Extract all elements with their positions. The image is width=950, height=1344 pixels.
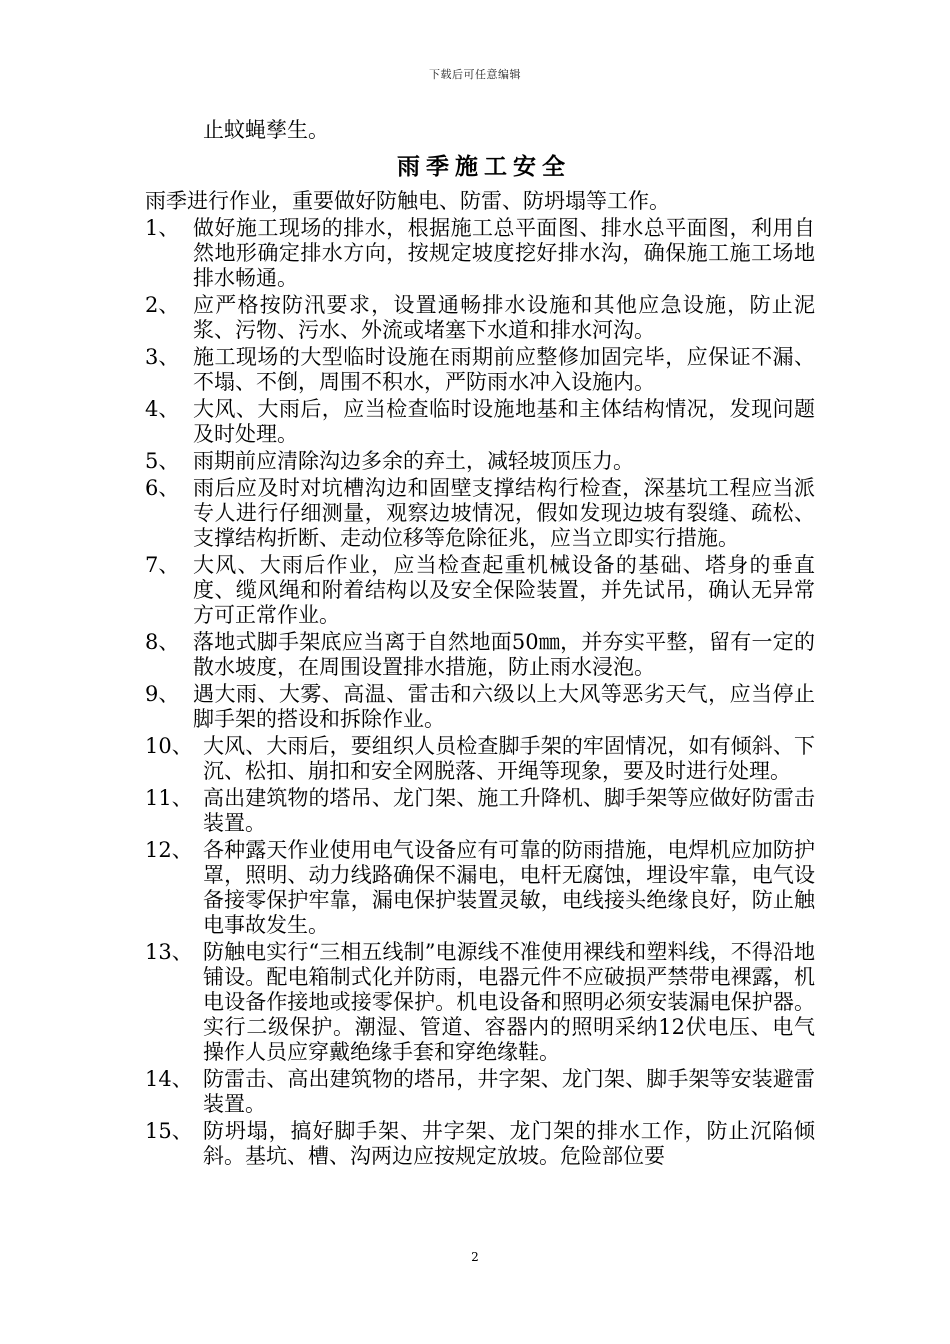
list-item-text: 大风、大雨后，应当检查临时设施地基和主体结构情况，发现问题及时处理。 [193, 397, 815, 446]
list-item-number: 9、 [145, 682, 180, 706]
list-item [145, 734, 815, 784]
list-item [145, 345, 815, 395]
list-item [145, 682, 815, 732]
continuation-text: 止蚊蝇孳生。 [203, 118, 329, 142]
list-item-number: 2、 [145, 293, 180, 317]
list-item [145, 786, 815, 836]
list-item-number: 12、 [145, 838, 193, 862]
list-item [145, 397, 815, 447]
list-item-text: 施工现场的大型临时设施在雨期前应整修加固完毕，应保证不漏、不塌、不倒，周围不积水，严防雨水冲入设施内。 [193, 345, 815, 394]
list-item [145, 449, 815, 474]
list-item [145, 293, 815, 343]
list-item-number: 7、 [145, 553, 180, 577]
list-item-text: 遇大雨、大雾、高温、雷击和六级以上大风等恶劣天气，应当停止脚手架的搭设和拆除作业。 [193, 682, 815, 731]
list-item-text: 大风、大雨后，要组织人员检查脚手架的牢固情况，如有倾斜、下沉、松扣、崩扣和安全网脱落、开绳等现象，要及时进行处理。 [203, 734, 815, 783]
list-item-number: 14、 [145, 1067, 193, 1091]
list-item-number: 6、 [145, 476, 180, 500]
list-item-text: 各种露天作业使用电气设备应有可靠的防雨措施，电焊机应加防护罩，照明、动力线路确保不漏电，电杆无腐蚀，埋设牢靠，电气设备接零保护牢靠，漏电保护装置灵敏，电线接头绝缘良好，防止触电事故发生。 [203, 838, 815, 937]
list-item-number: 13、 [145, 940, 193, 964]
list-item [145, 1119, 815, 1169]
list-item-number: 15、 [145, 1119, 193, 1143]
list-item-text: 做好施工现场的排水，根据施工总平面图、排水总平面图，利用自然地形确定排水方向，按规定坡度挖好排水沟，确保施工施工场地排水畅通。 [193, 216, 815, 290]
header-note: 下载后可任意编辑 [429, 68, 521, 81]
list-item-number: 11、 [145, 786, 193, 810]
list-item-text: 应严格按防汛要求，设置通畅排水设施和其他应急设施，防止泥浆、污物、污水、外流或堵塞下水道和排水河沟。 [193, 293, 815, 342]
list-item-text: 雨期前应清除沟边多余的弃土，减轻坡顶压力。 [193, 449, 634, 473]
list-item-number: 1、 [145, 216, 180, 240]
list-item [145, 940, 815, 1065]
list-item-number: 3、 [145, 345, 180, 369]
list-item-text: 防触电实行“三相五线制”电源线不准使用裸线和塑料线，不得沿地铺设。配电箱制式化并防雨，电器元件不应破损严禁带电裸露，机电设备作接地或接零保护。机电设备和照明必须安装漏电保护器。实行二级保护。潮湿、管道、容器内的照明采纳12伏电压、电气操作人员应穿戴绝缘手套和穿绝缘鞋。 [203, 940, 815, 1064]
list-item-text: 高出建筑物的塔吊、龙门架、施工升降机、脚手架等应做好防雷击装置。 [203, 786, 815, 835]
list-item-number: 4、 [145, 397, 180, 421]
list-item [145, 1067, 815, 1117]
list-item-text: 雨后应及时对坑槽沟边和固壁支撑结构行检查，深基坑工程应当派专人进行仔细测量，观察边坡情况，假如发现边坡有裂缝、疏松、支撑结构折断、走动位移等危除征兆，应当立即实行措施。 [193, 476, 815, 550]
list-item-text: 防坍塌，搞好脚手架、井字架、龙门架的排水工作，防止沉陷倾斜。基坑、槽、沟两边应按规定放坡。危险部位要 [203, 1119, 815, 1168]
list-item-text: 防雷击、高出建筑物的塔吊，井字架、龙门架、脚手架等安装避雷装置。 [203, 1067, 815, 1116]
numbered-list [145, 216, 815, 1169]
intro-paragraph: 雨季进行作业，重要做好防触电、防雷、防坍塌等工作。 [145, 189, 670, 213]
document-body [145, 118, 815, 1171]
list-item [145, 630, 815, 680]
list-item-number: 5、 [145, 449, 180, 473]
list-item-text: 落地式脚手架底应当离于自然地面50㎜，并夯实平整，留有一定的散水坡度，在周围设置排水措施，防止雨水浸泡。 [193, 630, 815, 679]
list-item [145, 838, 815, 938]
list-item-text: 大风、大雨后作业，应当检查起重机械设备的基础、塔身的垂直度、缆风绳和附着结构以及安全保险装置，并先试吊，确认无异常方可正常作业。 [193, 553, 815, 627]
list-item [145, 553, 815, 628]
list-item [145, 476, 815, 551]
list-item-number: 10、 [145, 734, 193, 758]
section-title: 雨季施工安全 [397, 154, 571, 180]
list-item [145, 216, 815, 291]
list-item-number: 8、 [145, 630, 180, 654]
page-number: 2 [471, 1250, 479, 1264]
